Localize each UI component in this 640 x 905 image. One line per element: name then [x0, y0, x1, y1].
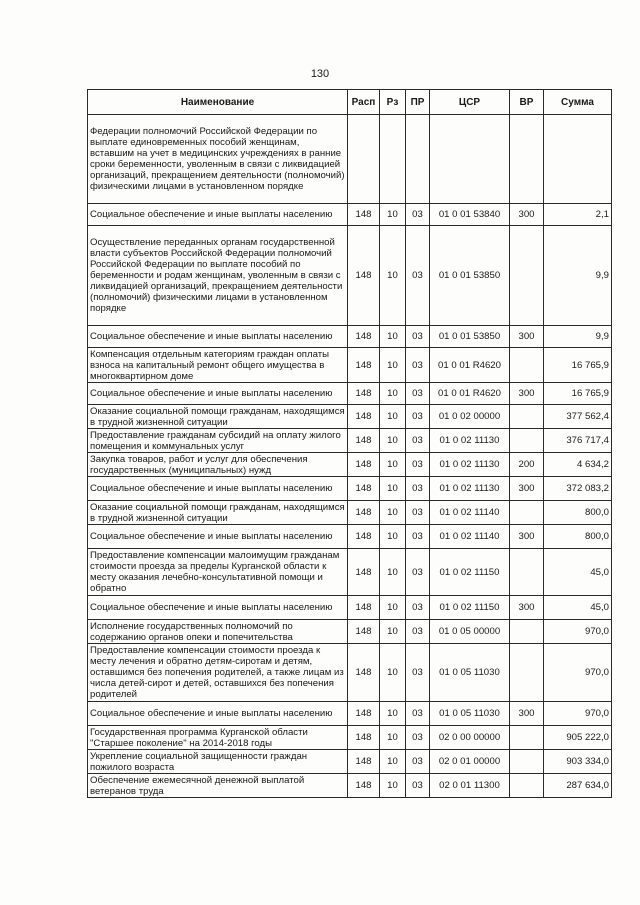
table-row — [88, 326, 612, 348]
row-vr: 300 — [510, 477, 544, 501]
row-rz: 10 — [380, 226, 406, 326]
row-name: Социальное обеспечение и иные выплаты населению — [88, 477, 348, 501]
row-vr: 300 — [510, 525, 544, 549]
row-name: Социальное обеспечение и иные выплаты населению — [88, 702, 348, 726]
row-sum: 9,9 — [544, 226, 612, 326]
row-sum: 45,0 — [544, 596, 612, 620]
page-number: 130 — [310, 68, 330, 80]
row-rz: 10 — [380, 383, 406, 405]
row-rz: 10 — [380, 348, 406, 383]
table-row — [88, 383, 612, 405]
row-sum: 970,0 — [544, 644, 612, 702]
row-vr — [510, 226, 544, 326]
row-csr: 01 0 02 11150 — [430, 596, 510, 620]
row-pr: 03 — [406, 429, 430, 453]
table-row — [88, 405, 612, 429]
row-rz: 10 — [380, 549, 406, 596]
row-pr: 03 — [406, 549, 430, 596]
row-csr: 01 0 05 11030 — [430, 702, 510, 726]
row-rz: 10 — [380, 326, 406, 348]
row-csr: 01 0 01 53850 — [430, 326, 510, 348]
row-sum: 903 334,0 — [544, 750, 612, 774]
row-name: Закупка товаров, работ и услуг для обеспечения государственных (муниципальных) нужд — [88, 453, 348, 477]
row-rasp: 148 — [348, 774, 380, 798]
table-row — [88, 596, 612, 620]
row-rasp: 148 — [348, 204, 380, 226]
row-sum: 970,0 — [544, 620, 612, 644]
row-csr: 01 0 02 11130 — [430, 453, 510, 477]
row-rasp: 148 — [348, 549, 380, 596]
row-name: Социальное обеспечение и иные выплаты населению — [88, 596, 348, 620]
table-row — [88, 620, 612, 644]
row-pr: 03 — [406, 525, 430, 549]
row-sum: 905 222,0 — [544, 726, 612, 750]
row-sum: 9,9 — [544, 326, 612, 348]
row-rasp: 148 — [348, 326, 380, 348]
row-csr: 01 0 02 11130 — [430, 429, 510, 453]
table-row — [88, 429, 612, 453]
row-csr: 01 0 05 00000 — [430, 620, 510, 644]
row-vr — [510, 726, 544, 750]
row-sum: 4 634,2 — [544, 453, 612, 477]
row-name: Осуществление переданных органам государственной власти субъектов Российской Федерации полномочий Российской Федерации по выплате пособий по беременности и родам женщинам, уволенным в связи с ликвидацией организаций, прекращением деятельности (полномочий) физическими лицами в установленном порядке — [88, 226, 348, 326]
row-csr: 01 0 01 53850 — [430, 226, 510, 326]
header-sum: Сумма — [544, 90, 612, 115]
row-pr: 03 — [406, 750, 430, 774]
table-header-row — [88, 90, 612, 115]
table-row — [88, 549, 612, 596]
header-pr: ПР — [406, 90, 430, 115]
header-name: Наименование — [88, 90, 348, 115]
row-rz: 10 — [380, 501, 406, 525]
row-pr: 03 — [406, 726, 430, 750]
row-rz — [380, 115, 406, 204]
row-pr: 03 — [406, 326, 430, 348]
row-rasp: 148 — [348, 620, 380, 644]
row-rasp: 148 — [348, 453, 380, 477]
row-sum: 45,0 — [544, 549, 612, 596]
row-csr: 01 0 02 11140 — [430, 501, 510, 525]
header-rz: Рз — [380, 90, 406, 115]
row-rasp: 148 — [348, 348, 380, 383]
row-rz: 10 — [380, 429, 406, 453]
table-row — [88, 702, 612, 726]
row-pr: 03 — [406, 620, 430, 644]
row-sum: 377 562,4 — [544, 405, 612, 429]
row-vr — [510, 405, 544, 429]
row-rz: 10 — [380, 596, 406, 620]
row-rz: 10 — [380, 204, 406, 226]
row-csr: 02 0 00 00000 — [430, 726, 510, 750]
row-name: Компенсация отдельным категориям граждан оплаты взноса на капитальный ремонт общего имущества в многоквартирном доме — [88, 348, 348, 383]
row-sum: 970,0 — [544, 702, 612, 726]
row-rasp: 148 — [348, 702, 380, 726]
row-pr: 03 — [406, 405, 430, 429]
row-pr: 03 — [406, 644, 430, 702]
row-sum: 800,0 — [544, 501, 612, 525]
row-csr: 01 0 02 11140 — [430, 525, 510, 549]
header-vr: ВР — [510, 90, 544, 115]
row-rz: 10 — [380, 702, 406, 726]
header-rasp: Расп — [348, 90, 380, 115]
row-vr — [510, 429, 544, 453]
row-pr: 03 — [406, 501, 430, 525]
row-pr — [406, 115, 430, 204]
row-rasp: 148 — [348, 501, 380, 525]
table-row — [88, 453, 612, 477]
row-pr: 03 — [406, 453, 430, 477]
row-pr: 03 — [406, 477, 430, 501]
table-row — [88, 348, 612, 383]
row-rz: 10 — [380, 477, 406, 501]
row-name: Федерации полномочий Российской Федерации по выплате единовременных пособий женщинам, вставшим на учет в медицинских учреждениях в ранние сроки беременности, уволенным в связи с ликвидацией организаций, прекращением деятельности (полномочий) физическими лицами в установленном порядке — [88, 115, 348, 204]
table-row — [88, 501, 612, 525]
row-sum: 16 765,9 — [544, 383, 612, 405]
row-rasp: 148 — [348, 750, 380, 774]
row-vr: 300 — [510, 596, 544, 620]
row-rz: 10 — [380, 774, 406, 798]
row-vr — [510, 750, 544, 774]
row-name: Государственная программа Курганской области "Старшее поколение" на 2014-2018 годы — [88, 726, 348, 750]
row-csr: 01 0 01 53840 — [430, 204, 510, 226]
row-sum — [544, 115, 612, 204]
row-csr: 01 0 02 00000 — [430, 405, 510, 429]
row-vr — [510, 620, 544, 644]
row-name: Социальное обеспечение и иные выплаты населению — [88, 204, 348, 226]
row-name: Исполнение государственных полномочий по содержанию органов опеки и попечительства — [88, 620, 348, 644]
row-csr: 01 0 01 R4620 — [430, 383, 510, 405]
row-pr: 03 — [406, 204, 430, 226]
row-rasp: 148 — [348, 383, 380, 405]
table-row — [88, 477, 612, 501]
row-rasp: 148 — [348, 226, 380, 326]
table-row — [88, 115, 612, 204]
row-rasp: 148 — [348, 405, 380, 429]
row-rz: 10 — [380, 620, 406, 644]
table-row — [88, 774, 612, 798]
row-name: Обеспечение ежемесячной денежной выплатой ветеранов труда — [88, 774, 348, 798]
row-name: Предоставление компенсации стоимости проезда к месту лечения и обратно детям-сиротам и детям, оставшимся без попечения родителей, а также лицам из числа детей-сирот и детей, оставшихся без попечения родителей — [88, 644, 348, 702]
row-vr: 200 — [510, 453, 544, 477]
row-rasp: 148 — [348, 429, 380, 453]
row-vr — [510, 644, 544, 702]
row-vr: 300 — [510, 326, 544, 348]
row-csr: 02 0 01 11300 — [430, 774, 510, 798]
row-rasp: 148 — [348, 644, 380, 702]
table-row — [88, 525, 612, 549]
row-sum: 800,0 — [544, 525, 612, 549]
row-name: Социальное обеспечение и иные выплаты населению — [88, 326, 348, 348]
row-name: Оказание социальной помощи гражданам, находящимся в трудной жизненной ситуации — [88, 405, 348, 429]
row-pr: 03 — [406, 226, 430, 326]
row-name: Предоставление гражданам субсидий на оплату жилого помещения и коммунальных услуг — [88, 429, 348, 453]
row-pr: 03 — [406, 348, 430, 383]
row-csr: 01 0 02 11150 — [430, 549, 510, 596]
row-vr — [510, 115, 544, 204]
row-rasp: 148 — [348, 525, 380, 549]
row-rasp: 148 — [348, 596, 380, 620]
row-csr: 01 0 05 11030 — [430, 644, 510, 702]
row-name: Предоставление компенсации малоимущим гражданам стоимости проезда за пределы Курганской области к месту оказания лечебно-консультативной помощи и обратно — [88, 549, 348, 596]
row-rasp: 148 — [348, 477, 380, 501]
row-sum: 376 717,4 — [544, 429, 612, 453]
table-row — [88, 226, 612, 326]
table-row — [88, 750, 612, 774]
row-name: Социальное обеспечение и иные выплаты населению — [88, 383, 348, 405]
table-row — [88, 726, 612, 750]
row-rz: 10 — [380, 525, 406, 549]
row-vr — [510, 501, 544, 525]
row-vr — [510, 348, 544, 383]
table-row — [88, 644, 612, 702]
row-rasp: 148 — [348, 726, 380, 750]
row-rasp — [348, 115, 380, 204]
row-csr: 01 0 02 11130 — [430, 477, 510, 501]
row-rz: 10 — [380, 726, 406, 750]
row-pr: 03 — [406, 383, 430, 405]
row-vr: 300 — [510, 383, 544, 405]
row-vr: 300 — [510, 702, 544, 726]
row-csr: 01 0 01 R4620 — [430, 348, 510, 383]
row-vr — [510, 549, 544, 596]
row-sum: 287 634,0 — [544, 774, 612, 798]
row-sum: 16 765,9 — [544, 348, 612, 383]
row-rz: 10 — [380, 453, 406, 477]
row-pr: 03 — [406, 702, 430, 726]
row-rz: 10 — [380, 750, 406, 774]
row-vr — [510, 774, 544, 798]
table-row — [88, 204, 612, 226]
row-rz: 10 — [380, 405, 406, 429]
row-name: Укрепление социальной защищенности граждан пожилого возраста — [88, 750, 348, 774]
row-pr: 03 — [406, 774, 430, 798]
header-csr: ЦСР — [430, 90, 510, 115]
row-csr: 02 0 01 00000 — [430, 750, 510, 774]
row-pr: 03 — [406, 596, 430, 620]
row-sum: 372 083,2 — [544, 477, 612, 501]
row-csr — [430, 115, 510, 204]
row-sum: 2,1 — [544, 204, 612, 226]
row-name: Оказание социальной помощи гражданам, находящимся в трудной жизненной ситуации — [88, 501, 348, 525]
row-name: Социальное обеспечение и иные выплаты населению — [88, 525, 348, 549]
budget-table — [87, 89, 612, 798]
row-rz: 10 — [380, 644, 406, 702]
row-vr: 300 — [510, 204, 544, 226]
